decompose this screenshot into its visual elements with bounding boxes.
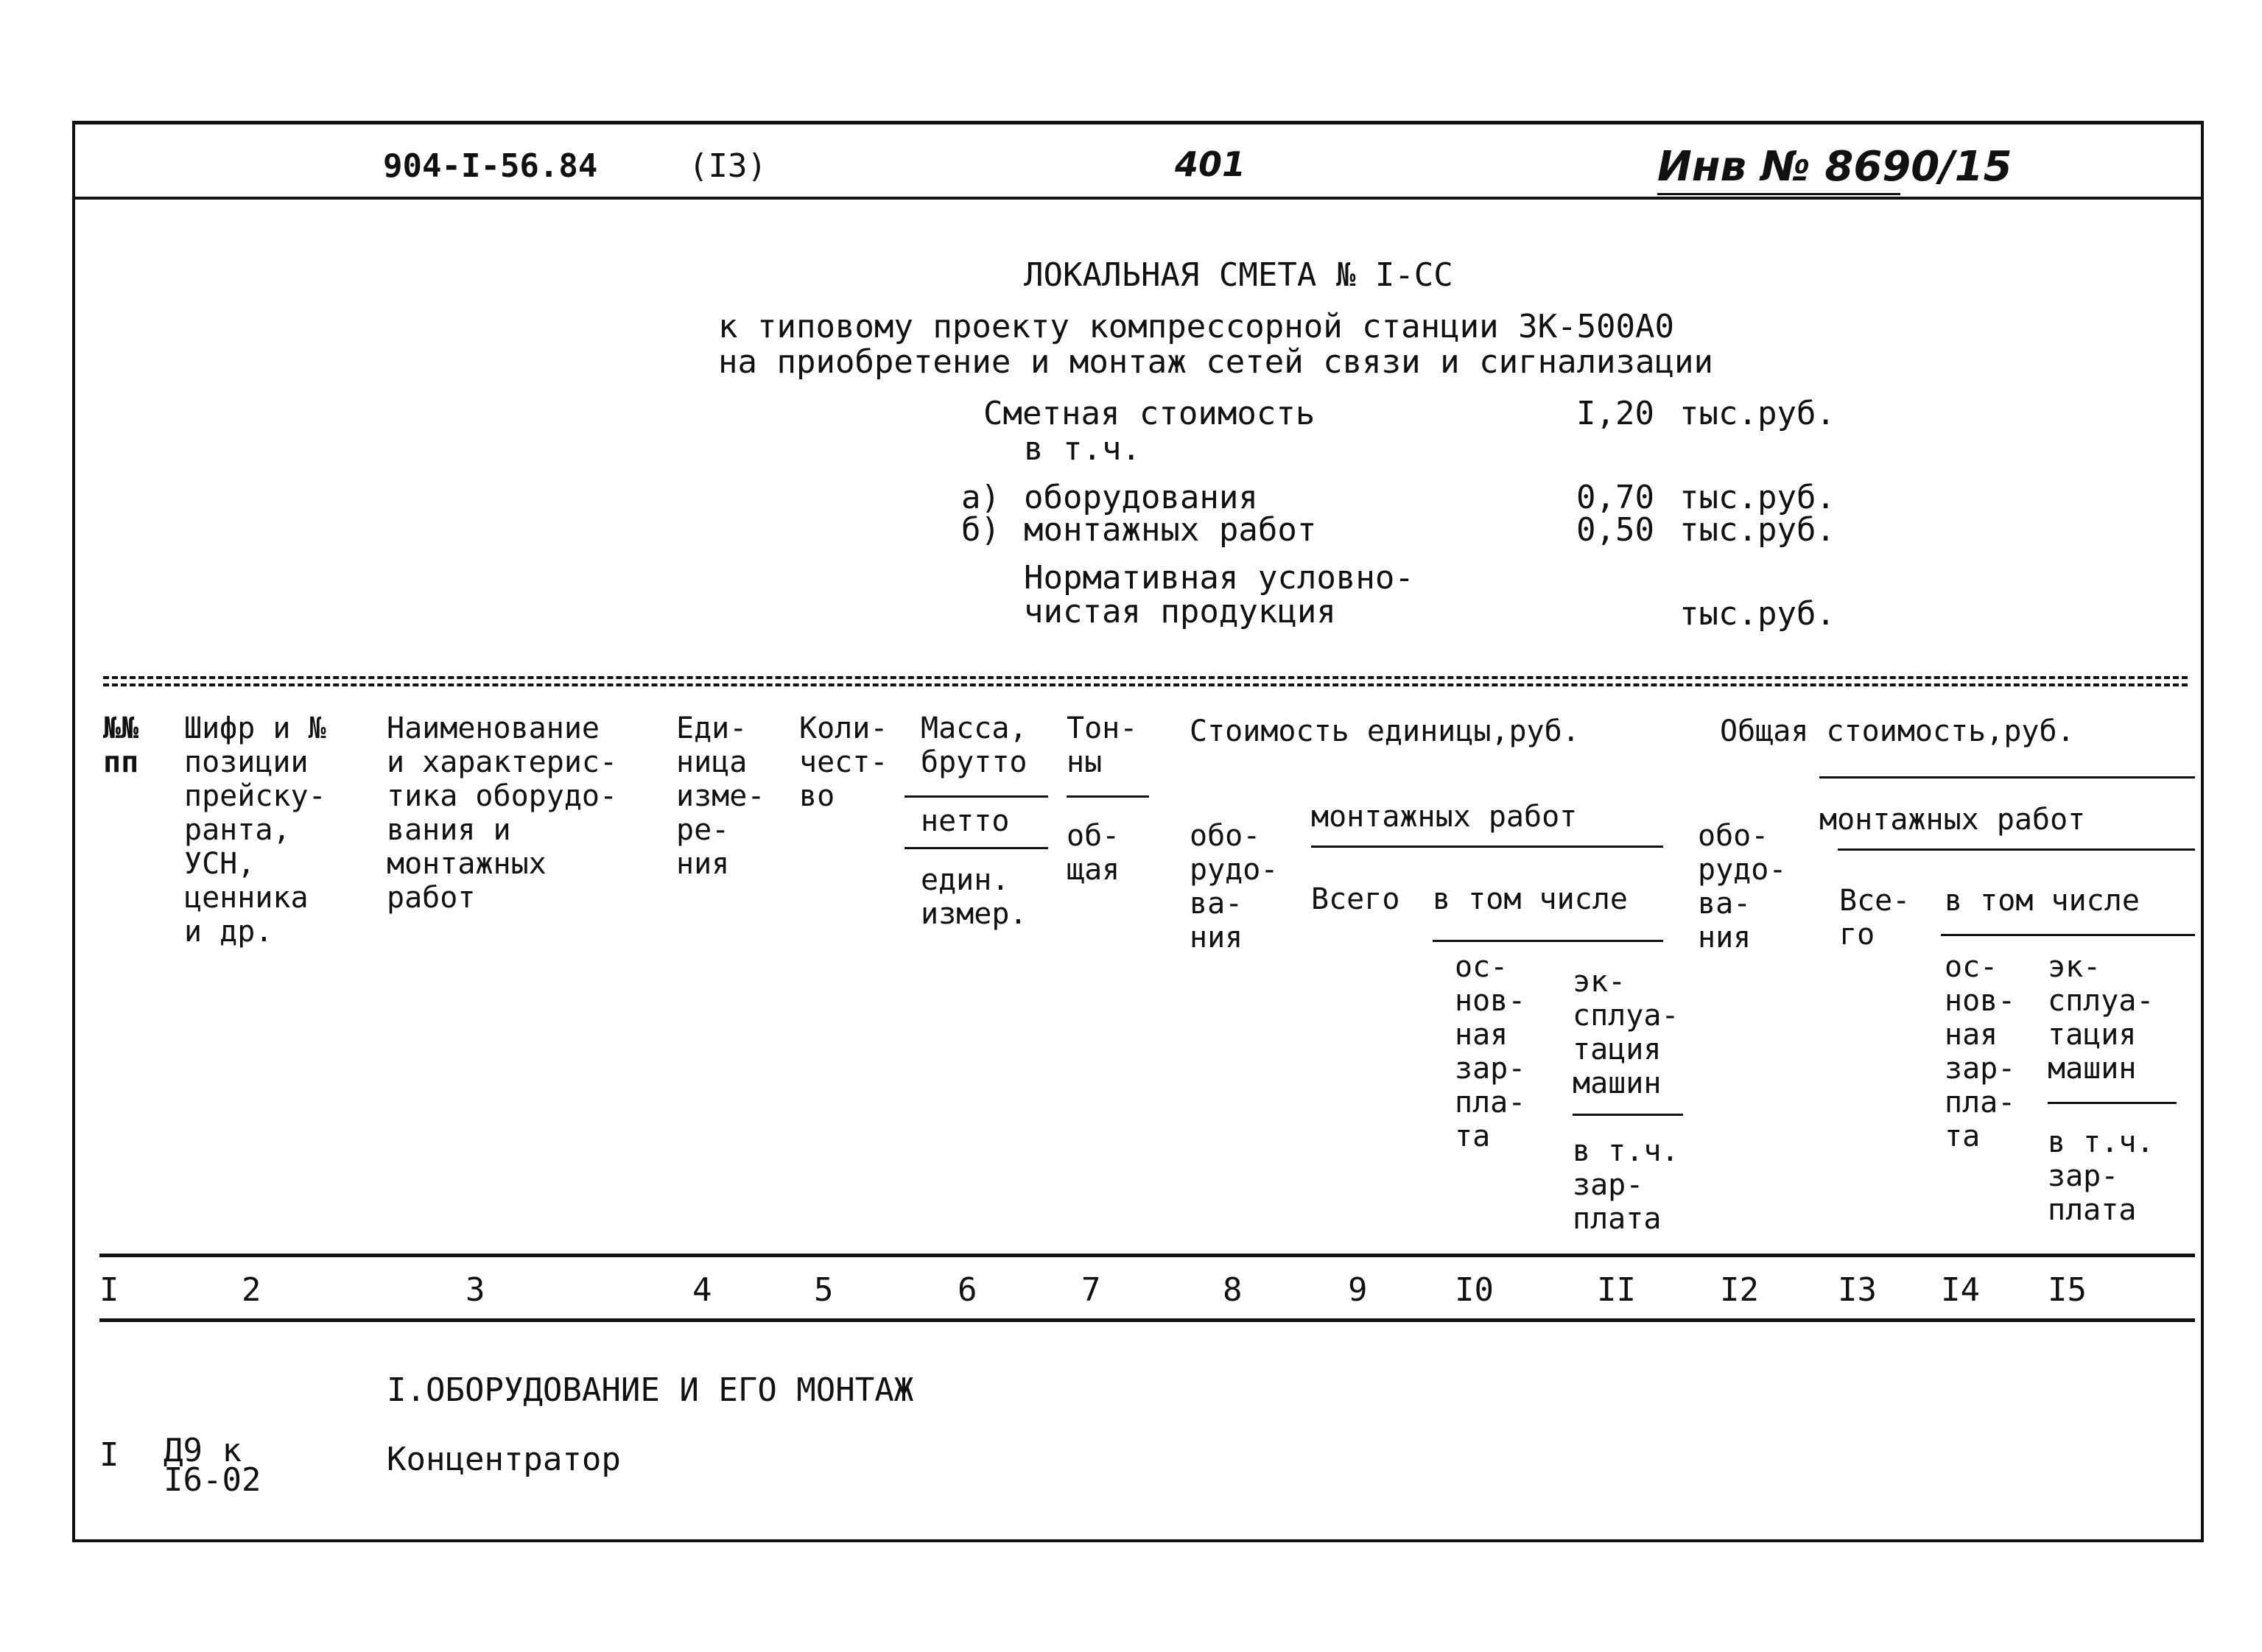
col-number-8: 8 [1223,1271,1243,1309]
table-top-dashed-rule [103,676,2188,679]
estimate-cost-unit: тыс.руб. [1679,395,1836,432]
total-mounting-rule [1838,848,2195,851]
col-number-14: I4 [1941,1271,1980,1309]
col-number-13: I3 [1838,1271,1877,1309]
col-14-header: ос- нов- ная зар- пла- та [1945,950,2016,1153]
col-6-header-bot: един. измер. [921,863,1028,931]
col-5-header: Коли- чест- во [799,711,888,813]
col-6-rule-1 [905,795,1048,798]
col-7-header-bot: об- щая [1067,819,1120,887]
col-number-2: 2 [242,1271,261,1309]
equipment-unit: тыс.руб. [1679,479,1836,516]
total-incl-rule [1941,934,2195,936]
frame-bottom [72,1539,2204,1542]
normative-product-label: Нормативная условно- чистая продукция [1024,559,1414,630]
col-7-header-top: Тон- ны [1067,711,1138,779]
col-number-10: I0 [1455,1271,1494,1309]
col-15-header-top: эк- сплуа- тация машин [2048,950,2154,1086]
col-12-header: обо- рудо- ва- ния [1698,819,1787,955]
unit-incl-header: в том числе [1433,882,1628,916]
col-3-header: Наименование и характерис- тика оборудо- вания и монтажных работ [387,711,618,915]
col-6-rule-2 [905,847,1048,849]
col-8-header: обо- рудо- ва- ния [1190,819,1279,955]
col-11-header-top: эк- сплуа- тация машин [1573,965,1679,1100]
table-top-dashed-rule-2 [103,683,2188,686]
header-bottom-rule [99,1254,2195,1257]
works-prefix: б) [961,511,1000,549]
total-cost-header: Общая стоимость,руб. [1720,714,2075,748]
col-number-12: I2 [1720,1271,1759,1309]
col-10-header: ос- нов- ная зар- пла- та [1455,950,1526,1153]
section-title: I.ОБОРУДОВАНИЕ И ЕГО МОНТАЖ [387,1371,914,1409]
col-6-header-mid: нетто [921,804,1010,838]
works-value: 0,50 [1576,511,1654,549]
equipment-label: оборудования [1024,479,1258,516]
frame-right [2201,121,2204,1542]
document-part: (I3) [689,147,767,185]
col-number-7: 7 [1081,1271,1101,1309]
col-number-4: 4 [692,1271,712,1309]
col-number-15: I5 [2048,1271,2087,1309]
col-numbers-bottom-rule [99,1318,2195,1322]
col-15-header-bot: в т.ч. зар- плата [2048,1125,2154,1227]
total-cost-rule [1819,776,2195,778]
col-11-rule [1573,1114,1683,1116]
col-2-header: Шифр и № позиции прейску- ранта, УСН, ценника и др. [184,711,326,949]
equipment-value: 0,70 [1576,479,1654,516]
col-15-rule [2048,1102,2177,1104]
col-1-header: №№ пп [103,711,139,779]
equipment-prefix: а) [961,479,1000,516]
col-4-header: Еди- ница изме- ре- ния [676,711,765,881]
inventory-underline [1657,193,1900,195]
including-label: в т.ч. [1024,430,1141,468]
col-number-1: I [99,1271,119,1309]
unit-incl-rule [1433,940,1663,942]
page-number: 401 [1175,144,1246,184]
col-9-header: Всего [1311,882,1400,916]
row-1-code: Д9 к I6-02 [164,1432,261,1499]
estimate-subtitle-2: на приобретение и монтаж сетей связи и сигнализации [718,343,1714,381]
inventory-number: Инв № 8690/15 [1657,143,2012,191]
unit-cost-header: Стоимость единицы,руб. [1190,714,1580,748]
col-11-header-bot: в т.ч. зар- плата [1573,1134,1679,1236]
col-number-11: II [1597,1271,1636,1309]
unit-mounting-header: монтажных работ [1311,800,1578,834]
row-1-number: I [99,1436,119,1474]
works-label: монтажных работ [1024,511,1317,549]
col-6-header-top: Масса, брутто [921,711,1028,779]
works-unit: тыс.руб. [1679,511,1836,549]
unit-mounting-rule [1311,846,1663,848]
frame-left [72,121,75,1542]
col-number-9: 9 [1348,1271,1368,1309]
total-incl-header: в том числе [1945,884,2140,918]
total-mounting-header: монтажных работ [1819,803,2086,837]
estimate-subtitle-1: к типовому проекту компрессорной станции 3К-500А0 [718,308,1675,345]
frame-top [74,121,2202,124]
normative-product-unit: тыс.руб. [1679,595,1836,633]
header-separator [74,197,2202,200]
col-13-header: Все- го [1839,884,1911,952]
document-code: 904-I-56.84 [383,147,598,185]
estimate-cost-value: I,20 [1576,395,1654,432]
col-number-5: 5 [814,1271,834,1309]
col-number-3: 3 [466,1271,485,1309]
col-number-6: 6 [958,1271,977,1309]
estimate-cost-label: Сметная стоимость [983,395,1316,432]
col-7-rule [1067,795,1149,798]
estimate-title: ЛОКАЛЬНАЯ СМЕТА № I-СС [1024,256,1453,294]
row-1-name: Концентратор [387,1441,621,1478]
